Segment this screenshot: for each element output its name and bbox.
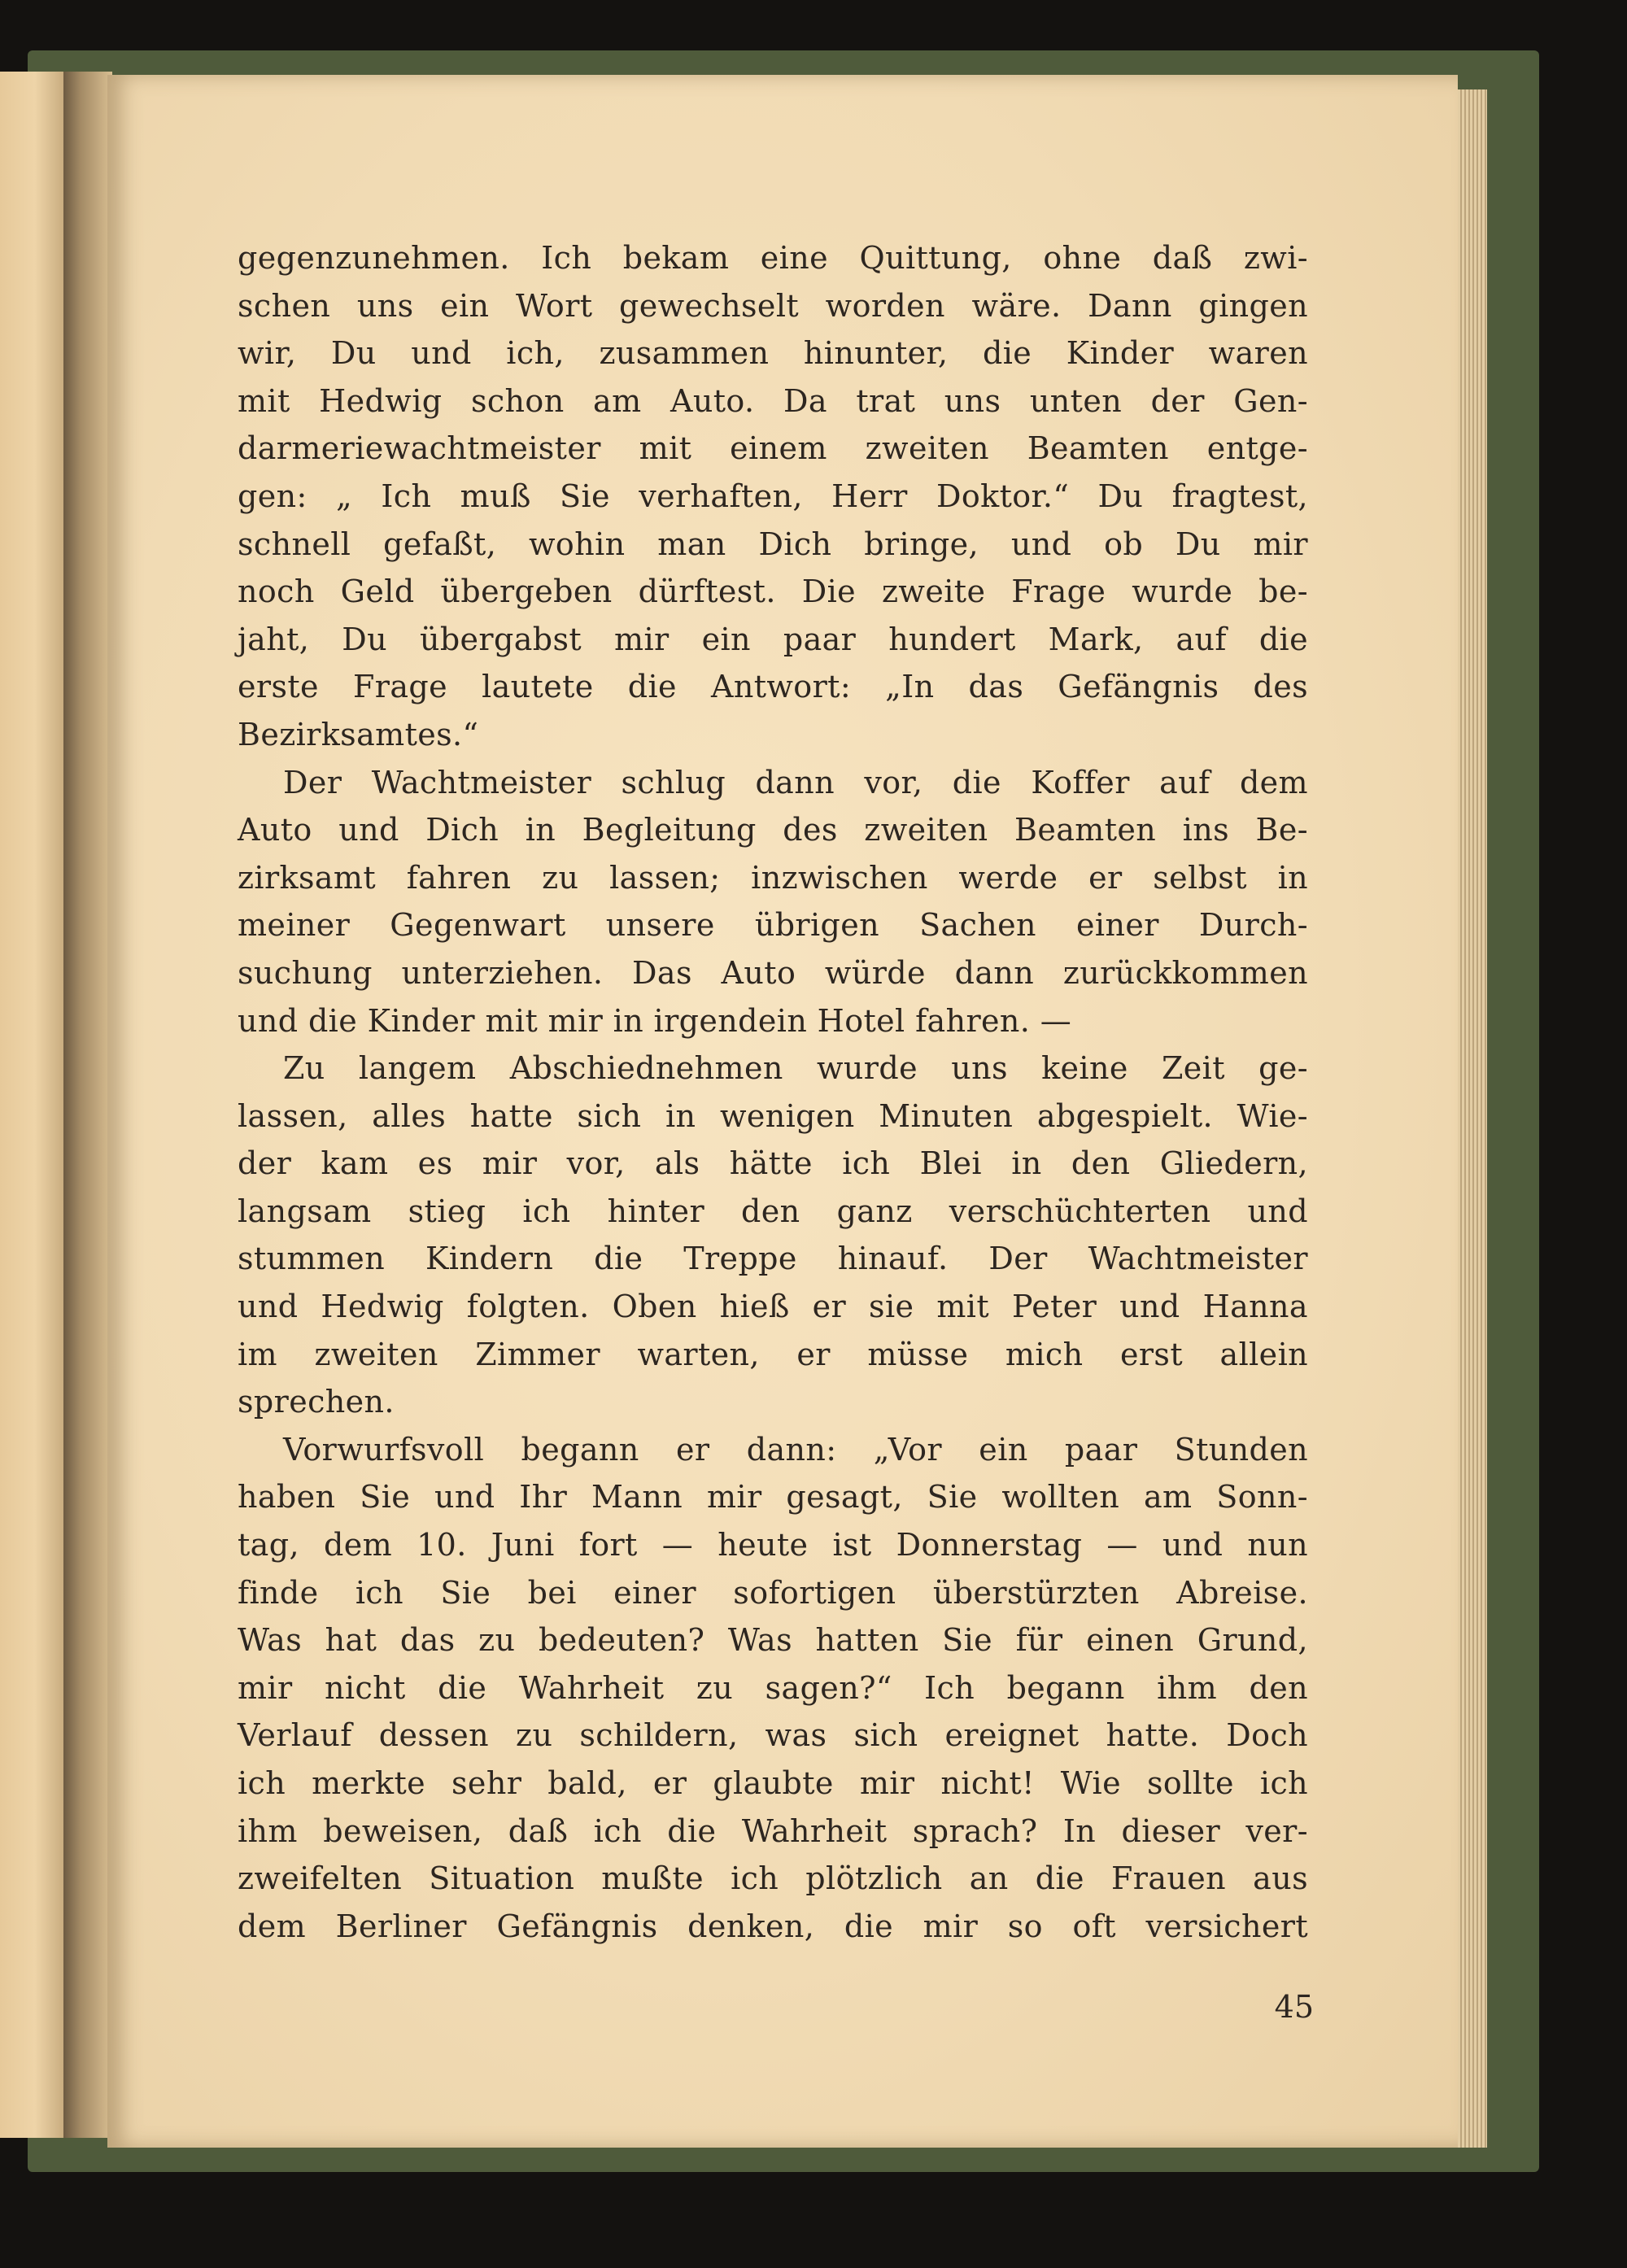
text-line: schnell gefaßt, wohin man Dich bringe, und ob Du mir bbox=[238, 526, 1308, 562]
text-line: ich merkte sehr bald, er glaubte mir nicht! Wie sollte ich bbox=[238, 1765, 1308, 1801]
text-line: meiner Gegenwart unsere übrigen Sachen einer Durch- bbox=[238, 907, 1308, 944]
left-page-edge bbox=[0, 72, 63, 2138]
text-line: langsam stieg ich hinter den ganz verschüchterten und bbox=[238, 1193, 1308, 1229]
text-line: und Hedwig folgten. Oben hieß er sie mit Peter und Hanna bbox=[238, 1289, 1308, 1325]
text-line: ihm beweisen, daß ich die Wahrheit sprach? In dieser ver- bbox=[238, 1812, 1308, 1849]
text-line: der kam es mir vor, als hätte ich Blei in den Gliedern, bbox=[238, 1145, 1308, 1182]
text-line: erste Frage lautete die Antwort: „In das Gefängnis des bbox=[238, 669, 1308, 705]
text-line: jaht, Du übergabst mir ein paar hundert Mark, auf die bbox=[238, 621, 1308, 657]
text-line: haben Sie und Ihr Mann mir gesagt, Sie wollten am Sonn- bbox=[238, 1479, 1308, 1516]
text-line: darmeriewachtmeister mit einem zweiten Beamten entge- bbox=[238, 430, 1308, 467]
text-line: schen uns ein Wort gewechselt worden wäre. Dann gingen bbox=[238, 287, 1308, 324]
text-line: Was hat das zu bedeuten? Was hatten Sie für einen Grund, bbox=[238, 1622, 1308, 1659]
book-gutter bbox=[63, 72, 112, 2138]
text-line: Verlauf dessen zu schildern, was sich ereignet hatte. Doch bbox=[238, 1717, 1308, 1754]
text-line: gegenzunehmen. Ich bekam eine Quittung, ohne daß zwi- bbox=[238, 240, 1308, 276]
text-line: Vorwurfsvoll begann er dann: „Vor ein paar Stunden bbox=[283, 1431, 1308, 1468]
body-text bbox=[238, 234, 1308, 1950]
text-line: sprechen. bbox=[238, 1384, 395, 1420]
text-line: tag, dem 10. Juni fort — heute ist Donnerstag — und nun bbox=[238, 1527, 1308, 1564]
text-line: stummen Kindern die Treppe hinauf. Der Wachtmeister bbox=[238, 1241, 1308, 1277]
text-line: dem Berliner Gefängnis denken, die mir so oft versichert bbox=[238, 1908, 1308, 1944]
text-line: mir nicht die Wahrheit zu sagen?“ Ich begann ihm den bbox=[238, 1669, 1308, 1706]
text-line: noch Geld übergeben dürftest. Die zweite Frage wurde be- bbox=[238, 574, 1308, 610]
text-line: Der Wachtmeister schlug dann vor, die Koffer auf dem bbox=[283, 764, 1308, 800]
text-line: und die Kinder mit mir in irgendein Hotel fahren. — bbox=[238, 1002, 1072, 1039]
text-line: gen: „ Ich muß Sie verhaften, Herr Doktor.“ Du fragtest, bbox=[238, 478, 1308, 514]
text-line: Auto und Dich in Begleitung des zweiten Beamten ins Be- bbox=[238, 812, 1308, 848]
text-line: zweifelten Situation mußte ich plötzlich an die Frauen aus bbox=[238, 1860, 1308, 1897]
text-line: Zu langem Abschiednehmen wurde uns keine Zeit ge- bbox=[283, 1050, 1308, 1087]
text-line: im zweiten Zimmer warten, er müsse mich erst allein bbox=[238, 1336, 1308, 1372]
text-line: mit Hedwig schon am Auto. Da trat uns unten der Gen- bbox=[238, 382, 1308, 419]
text-line: zirksamt fahren zu lassen; inzwischen werde er selbst in bbox=[238, 859, 1308, 896]
text-line: Bezirksamtes.“ bbox=[238, 716, 479, 752]
text-line: suchung unterziehen. Das Auto würde dann zurückkommen bbox=[238, 954, 1308, 991]
text-line: finde ich Sie bei einer sofortigen überstürzten Abreise. bbox=[238, 1574, 1308, 1611]
text-line: wir, Du und ich, zusammen hinunter, die Kinder waren bbox=[238, 335, 1308, 372]
text-line: lassen, alles hatte sich in wenigen Minuten abgespielt. Wie- bbox=[238, 1097, 1308, 1134]
page-number: 45 bbox=[1274, 1989, 1314, 2025]
